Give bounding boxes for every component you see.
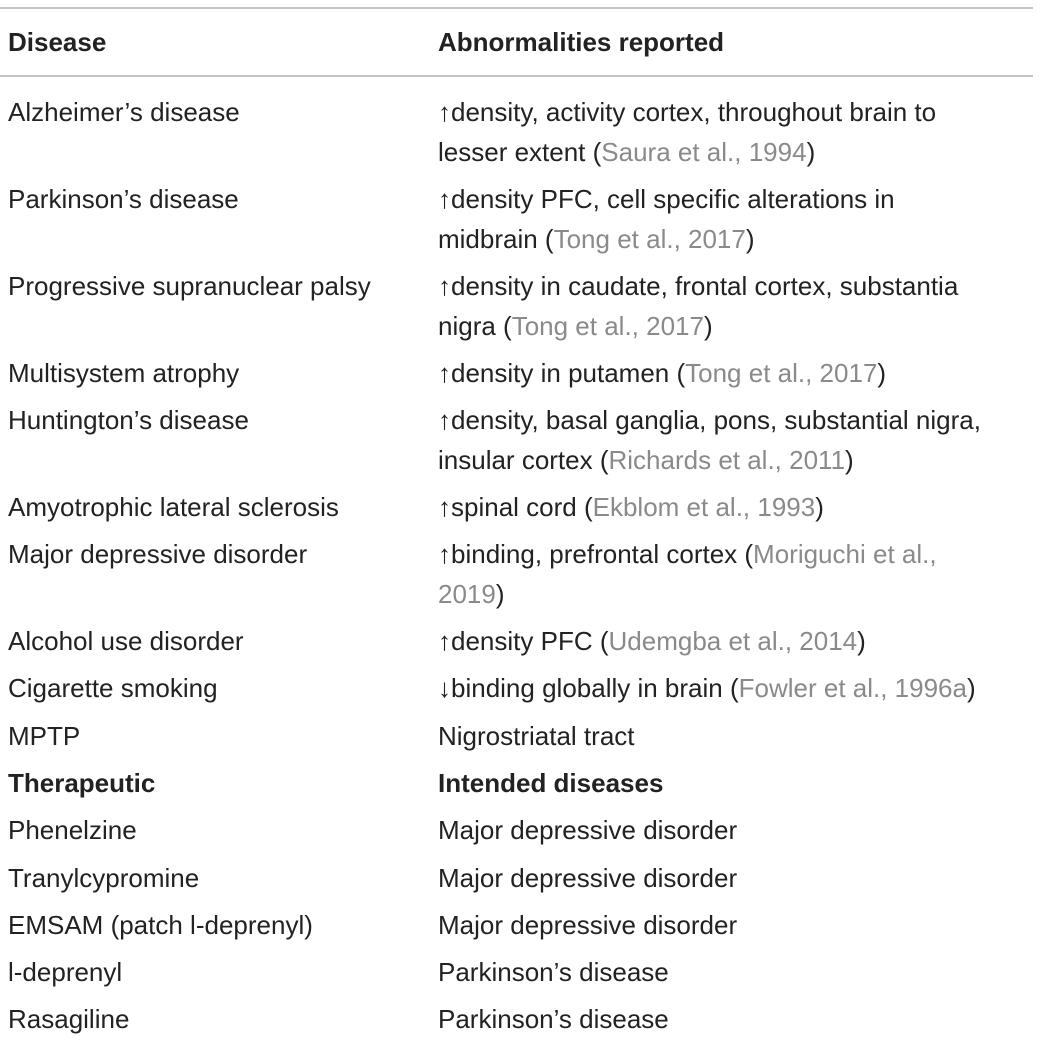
table-header-rule [0,75,1033,77]
disease-cell: Alcohol use disorder [8,626,244,656]
abnormality-text: ↑density in caudate, frontal cortex, substantia [438,271,959,301]
abnormality-text: ) [857,626,866,656]
abnormality-cell [438,179,1038,259]
abnormality-text: ↓binding globally in brain ( [438,673,739,703]
abnormality-text: ↑spinal cord ( [438,492,593,522]
citation-link[interactable]: Ekblom et al., 1993 [592,492,816,522]
table-top-rule [0,7,1033,9]
intended-disease-cell: Parkinson’s disease [438,1004,669,1034]
intended-disease-cell: Major depressive disorder [438,910,738,940]
citation-link[interactable]: 2019 [438,579,496,609]
disease-cell: Multisystem atrophy [8,358,240,388]
therapeutic-cell: Rasagiline [8,1004,130,1034]
citation-link[interactable]: Saura et al., 1994 [601,137,807,167]
disease-cell: Amyotrophic lateral sclerosis [8,492,339,522]
citation-link[interactable]: Udemgba et al., 2014 [608,626,858,656]
abnormality-text: insular cortex ( [438,445,609,475]
abnormality-text: ) [703,311,713,341]
citation-link[interactable]: Tong et al., 2017 [553,224,746,254]
citation-link[interactable]: Fowler et al., 1996a [738,673,967,703]
disease-cell: Cigarette smoking [8,673,218,703]
disease-cell: Parkinson’s disease [8,184,239,214]
intended-disease-cell: Major depressive disorder [438,815,738,845]
abnormality-text: ) [745,224,755,254]
abnormality-text: lesser extent ( [438,137,602,167]
abnormality-cell [438,621,1038,661]
abnormality-text: ) [877,358,887,388]
abnormality-text: ) [495,579,505,609]
abnormality-text: Nigrostriatal tract [438,721,635,751]
abnormality-cell [438,266,1038,346]
abnormality-cell [438,92,1038,172]
abnormality-cell [438,487,1038,527]
disease-cell: Progressive supranuclear palsy [8,271,371,301]
disease-cell: Major depressive disorder [8,539,308,569]
abnormality-cell [438,716,1038,756]
disease-cell: Alzheimer’s disease [8,97,240,127]
header-abnormalities: Abnormalities reported [438,27,725,57]
abnormality-text: ↑density PFC, cell specific alterations in [438,184,895,214]
abnormality-text: ) [845,445,854,475]
abnormality-cell [438,353,1038,393]
therapeutic-cell: EMSAM (patch l-deprenyl) [8,910,313,940]
abnormality-cell [438,668,1038,708]
abnormality-text: ↑density, activity cortex, throughout brain to [438,97,937,127]
intended-disease-cell: Parkinson’s disease [438,957,669,987]
therapeutic-cell: Tranylcypromine [8,863,200,893]
abnormality-text: nigra ( [438,311,512,341]
abnormality-cell [438,400,1038,480]
therapeutic-cell: l-deprenyl [8,957,123,987]
subheader-intended-diseases: Intended diseases [438,768,664,798]
citation-link[interactable]: Richards et al., 2011 [608,445,846,475]
abnormality-text: ↑binding, prefrontal cortex ( [438,539,754,569]
citation-link[interactable]: Moriguchi et al., [753,539,937,569]
abnormality-cell [438,534,1038,614]
subheader-therapeutic: Therapeutic [8,768,156,798]
intended-disease-cell: Major depressive disorder [438,863,738,893]
abnormality-text: ) [966,673,976,703]
abnormality-text: ) [815,492,824,522]
disease-cell: MPTP [8,721,81,751]
abnormality-text: midbrain ( [438,224,554,254]
disease-cell: Huntington’s disease [8,405,249,435]
abnormality-text: ↑density PFC ( [438,626,609,656]
header-disease: Disease [8,27,107,57]
citation-link[interactable]: Tong et al., 2017 [511,311,704,341]
abnormality-text: ↑density, basal ganglia, pons, substantial nigra, [438,405,981,435]
abnormality-text: ) [806,137,816,167]
therapeutic-cell: Phenelzine [8,815,137,845]
citation-link[interactable]: Tong et al., 2017 [685,358,878,388]
abnormality-text: ↑density in putamen ( [438,358,686,388]
